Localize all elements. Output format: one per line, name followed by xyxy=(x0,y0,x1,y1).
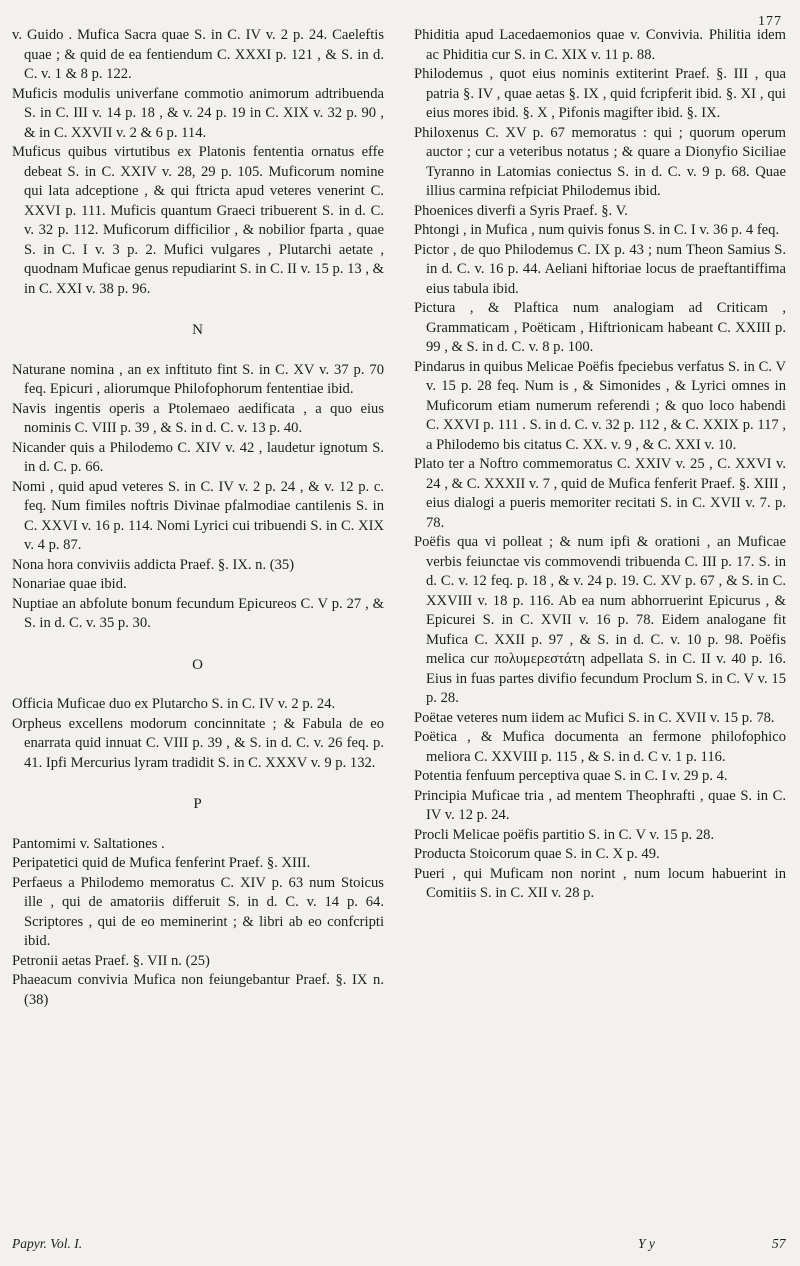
index-entry: Pictura , & Plaftica num analogiam ad Criticam , Grammaticam , Poëticam , Hiftrionicam habeant C. XXIII p. 99 , & S. in d. C. v. 8 p. 100. xyxy=(414,300,786,355)
index-entry: Philoxenus C. XV p. 67 memoratus : qui ; quorum operum auctor ; cur a veteribus notatus ; & quare a Dionyfio Siciliae Tyranno in Latomias coniectus S. in d. C. v. 9 p. 68. Quae illius carmina refpiciat Philodemus ibid. xyxy=(414,124,786,199)
index-entry: Phaeacum convivia Mufica non feiungebantur Praef. §. IX n. (38) xyxy=(12,972,384,1008)
index-entry: Poëfis qua vi polleat ; & num ipfi & orationi , an Muficae verbis feiunctae vis commovendi tribuenda C. III p. 17. S. in d. C. v. 12 feq. p. 18 , & v. 24 p. 19. C. XV p. 67 , & S. in C. XXVIII v. 18 p. 116. Ab ea num abhorruerint Epicurus , & Epicurei S. in C. XVII v. 16 p. 78. Eidem analogane fit Mufica C. XXII p. 97 , & S. in d. C. v. 10 p. 98. Poëfis melica cur πολυμερεστάτη adpellata S. in C. II v. 40 p. 16. Eius in fuas partes divifio fecundum Proclum S. in C. V v. 15 p. 28. xyxy=(414,534,786,706)
page-footer xyxy=(0,1236,800,1260)
section-letter-p: P xyxy=(193,796,203,812)
index-entry: Petronii aetas Praef. §. VII n. (25) xyxy=(12,952,210,969)
index-entry: Naturane nomina , an ex inftituto fint S. in C. XV v. 37 p. 70 feq. Epicuri , aliorumque Philofophorum fententiae ibid. xyxy=(12,361,384,397)
index-entry: Producta Stoicorum quae S. in C. X p. 49. xyxy=(414,846,660,862)
index-entries-n xyxy=(12,361,384,634)
index-entries-m xyxy=(12,26,384,299)
index-entry: Pindarus in quibus Melicae Poëfis fpeciebus verfatus S. in C. V v. 15 p. 28 feq. Num is , & Simonides , & Lyrici omnes in Muficorum etiam numerum referendi ; & quo loco habendi C. XXVI p. 111 . S. in d. C. v. 32 p. 112 , & C. XXIX p. 117 , a Philodemo bis citatus C. XX. v. 9 , & C. XXI v. 10. xyxy=(414,358,786,453)
index-entry: Peripatetici quid de Mufica fenferint Praef. §. XIII. xyxy=(12,855,311,871)
left-column xyxy=(12,26,384,1010)
index-entries-o xyxy=(12,695,384,773)
index-entry: Nomi , quid apud veteres S. in C. IV v. 2 p. 24 , & v. 12 p. c. feq. Num fimiles noftris Divinae pfalmodiae cantilenis S. in C. XXVI v. 16 p. 114. Nomi Lyrici cui tribuendi S. in C. XIX v. 4 p. 87. xyxy=(12,478,384,553)
index-entry: Potentia fenfuum perceptiva quae S. in C. I v. 29 p. 4. xyxy=(414,768,728,784)
index-entry: Nuptiae an abfolute bonum fecundum Epicureos C. V p. 27 , & S. in d. C. v. 35 p. 30. xyxy=(12,595,384,631)
index-entry: Poëtae veteres num iidem ac Mufici S. in C. XVII v. 15 p. 78. xyxy=(414,709,775,726)
section-letter-n: N xyxy=(192,322,204,338)
index-entry: Nonariae quae ibid. xyxy=(12,576,127,592)
index-entry: Nona hora conviviis addicta Praef. §. IX. n. (35) xyxy=(12,556,295,573)
index-entry: Procli Melicae poëfis partitio S. in C. V v. 15 p. 28. xyxy=(414,826,715,843)
catchword: 57 xyxy=(772,1236,786,1251)
index-entry: v. Guido . Mufica Sacra quae S. in C. IV v. 2 p. 24. Caeleftis quae ; & quid de ea fentiendum C. XXXI p. 121 , & S. in d. C. v. 1 & 8 p. 122. xyxy=(12,27,384,82)
volume-signature: Papyr. Vol. I. xyxy=(12,1236,83,1251)
index-entry: Officia Muficae duo ex Plutarcho S. in C. IV v. 2 p. 24. xyxy=(12,696,336,712)
index-entry: Phoenices diverfi a Syris Praef. §. V. xyxy=(414,202,628,219)
index-entry: Pantomimi v. Saltationes . xyxy=(12,835,165,852)
index-entry: Pictor , de quo Philodemus C. IX p. 43 ; num Theon Samius S. in d. C. v. 16 p. 44. Aeliani hiftoriae locus de praeftantiffima eius tabula ibid. xyxy=(414,241,786,297)
index-entry: Phtongi , in Mufica , num quivis fonus S. in C. I v. 36 p. 4 feq. xyxy=(414,222,780,238)
index-entry: Principia Muficae tria , ad mentem Theophrafti , quae S. in C. IV v. 12 p. 24. xyxy=(414,787,786,823)
section-letter-o: O xyxy=(192,656,204,673)
index-entry: Navis ingentis operis a Ptolemaeo aedificata , a quo eius nominis C. VIII p. 39 , & S. in d. C. v. 13 p. 40. xyxy=(12,400,384,436)
right-column xyxy=(414,26,786,904)
page-number: 177 xyxy=(758,14,782,29)
index-entry: Pueri , qui Muficam non norint , num locum habuerint in Comitiis S. in C. XII v. 28 p. xyxy=(414,865,786,901)
index-entry: Orpheus excellens modorum concinnitate ; & Fabula de eo enarrata quid innuat C. VIII p. 39 , & S. in d. C. v. 26 feq. p. 41. Ipfi Mercurius lyram tradidit S. in C. XXXV v. 9 p. 132. xyxy=(12,715,384,771)
index-entry: Perfaeus a Philodemo memoratus C. XIV p. 63 num Stoicus ille , qui de amatoriis differuit S. in d. C. v. 14 p. 64. Scriptores , qui de eo meminerint ; & libri ab eo confcripti ibid. xyxy=(12,874,384,949)
index-entry: Muficis modulis univerfane commotio animorum adtribuenda S. in C. III v. 14 p. 18 , & v. 24 p. 19 in C. XIX v. 32 p. 90 , & in C. XXVII v. 2 & 6 p. 114. xyxy=(12,85,384,141)
index-entry: Philodemus , quot eius nominis extiterint Praef. §. III , qua patria §. IV , quae aetas §. IX , quid fcripferit ibid. §. XI , qui eius mores ibid. §. X , Pifonis magifter ibid. §. IX. xyxy=(414,66,786,121)
index-entries-p xyxy=(12,835,384,1011)
index-entry: Nicander quis a Philodemo C. XIV v. 42 , laudetur ignotum S. in d. C. p. 66. xyxy=(12,439,384,475)
index-entry: Poëtica , & Mufica documenta an fermone philofophico meliora C. XXVIII p. 115 , & S. in d. C v. 1 p. 116. xyxy=(414,729,786,765)
index-entry: Plato ter a Noftro commemoratus C. XXIV v. 25 , C. XXVI v. 24 , & C. XXXII v. 7 , quid de Mufica fenferit Praef. §. XIII , eius dialogi a pueris memoriter recitati S. in C. XVII v. 7. p. 78. xyxy=(414,456,786,531)
gathering-mark: Y y xyxy=(638,1236,655,1251)
index-entry: Phiditia apud Lacedaemonios quae v. Convivia. Philitia idem ac Phiditia cur S. in C. XIX v. 11 p. 88. xyxy=(414,27,786,63)
index-entry: Muficus quibus virtutibus ex Platonis fententia ornatus effe debeat S. in C. XXIV v. 28, 29 p. 105. Muficorum nomine qui lata adceptione , & qui ftricta apud veteres venerint C. XXVI p. 111. Muficis quantum Graeci tribuerent S. in d. C. v. 32 p. 112. Muficorum difficilior , & nobilior fparta , quae S. in C. I v. 3 p. 2. Mufici vulgares , Plutarchi aetate , quodnam Muficae genus repudiarint S. in C. II v. 15 p. 13 , & in C. XXI v. 38 p. 96. xyxy=(12,144,384,297)
